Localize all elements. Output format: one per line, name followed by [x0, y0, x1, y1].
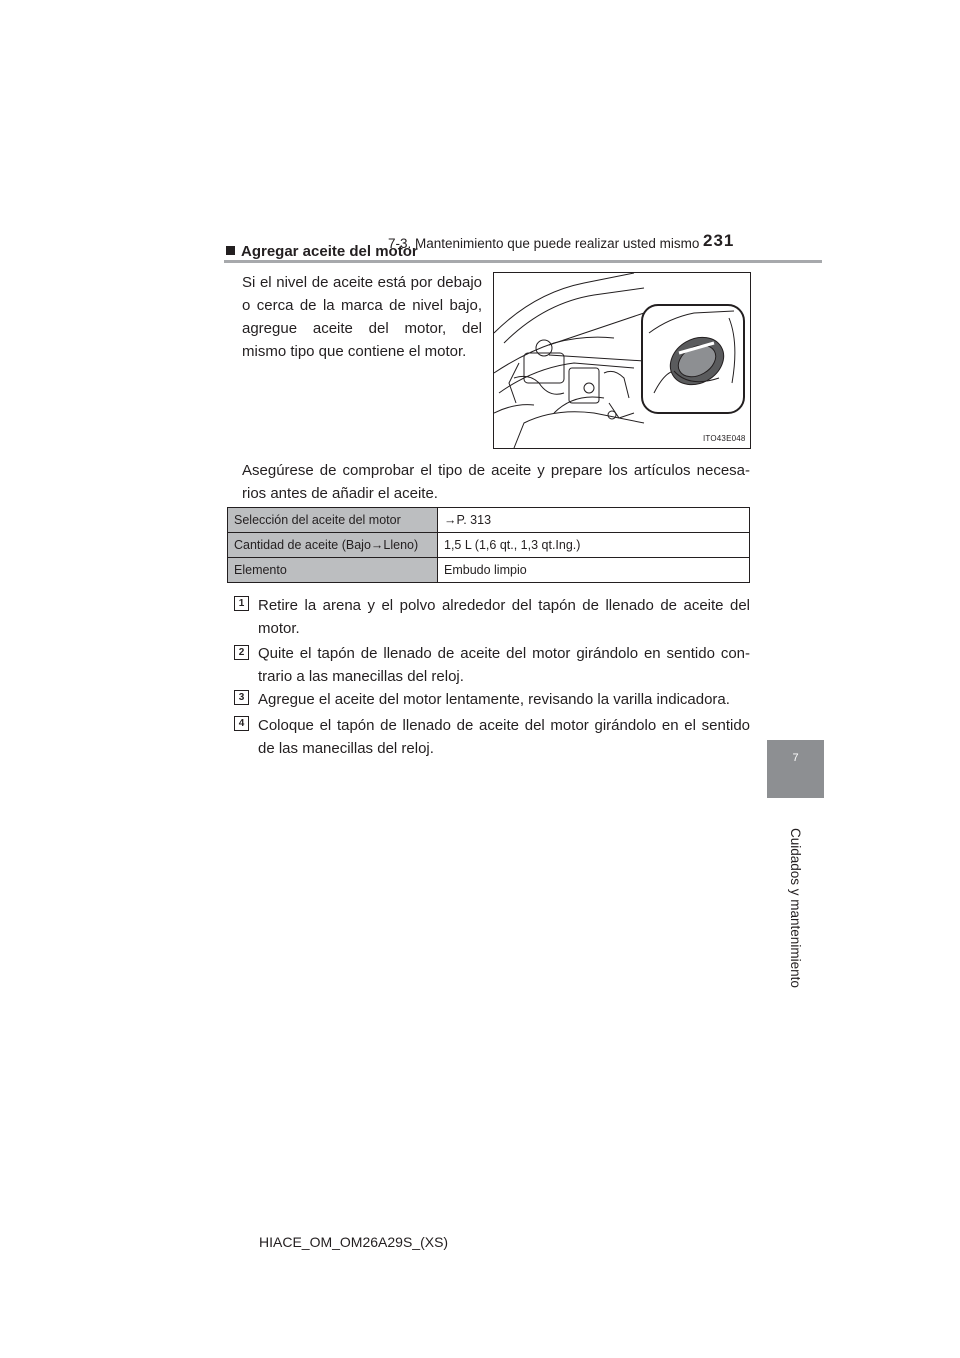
step-text: Agregue el aceite del motor lentamente, revisando la varilla indicadora. — [258, 691, 730, 708]
step-number-badge: 4 — [234, 716, 249, 731]
running-header-section: 7-3. Mantenimiento que puede realizar usted mismo — [388, 236, 700, 251]
section-heading — [226, 243, 418, 260]
square-bullet-icon — [226, 246, 235, 255]
section-heading-text: Agregar aceite del motor — [241, 243, 418, 260]
step-text: Quite el tapón de llenado de aceite del motor girándolo en sentido con-trario a las manecillas del reloj. — [258, 645, 750, 685]
engine-bay-drawing — [494, 273, 750, 448]
step-number-badge: 2 — [234, 645, 249, 660]
intro-paragraph: Si el nivel de aceite está por debajo o cerca de la marca de nivel bajo, agregue aceite del motor, del mismo tipo que contiene el motor. — [242, 274, 482, 360]
step-number-badge: 1 — [234, 596, 249, 611]
chapter-tab — [767, 740, 824, 798]
step-number-badge: 3 — [234, 690, 249, 705]
page-number: 231 — [703, 231, 735, 250]
table-value-cell: →P. 313 — [438, 508, 750, 533]
note-paragraph: Asegúrese de comprobar el tipo de aceite y prepare los artículos necesa-rios antes de añadir el aceite. — [242, 462, 750, 502]
table-label-cell: Selección del aceite del motor — [228, 508, 438, 533]
illustration-code: ITO43E048 — [703, 434, 746, 443]
step-text: Retire la arena y el polvo alrededor del tapón de llenado de aceite del motor. — [258, 597, 750, 637]
table-row — [228, 533, 750, 558]
table-label-cell: Cantidad de aceite (Bajo→Lleno) — [228, 533, 438, 558]
table-row — [228, 508, 750, 533]
engine-oil-cap-illustration — [493, 272, 751, 449]
chapter-label: Cuidados y mantenimiento — [788, 828, 803, 988]
step-text: Coloque el tapón de llenado de aceite del motor girándolo en el sentido de las manecillas del reloj. — [258, 717, 750, 757]
requirements-table — [227, 507, 750, 583]
chapter-number: 7 — [792, 752, 799, 764]
table-value-cell: Embudo limpio — [438, 558, 750, 583]
table-label-cell: Elemento — [228, 558, 438, 583]
table-value-cell: 1,5 L (1,6 qt., 1,3 qt.Ing.) — [438, 533, 750, 558]
header-rule — [224, 260, 822, 263]
table-row — [228, 558, 750, 583]
document-code: HIACE_OM_OM26A29S_(XS) — [259, 1234, 449, 1250]
